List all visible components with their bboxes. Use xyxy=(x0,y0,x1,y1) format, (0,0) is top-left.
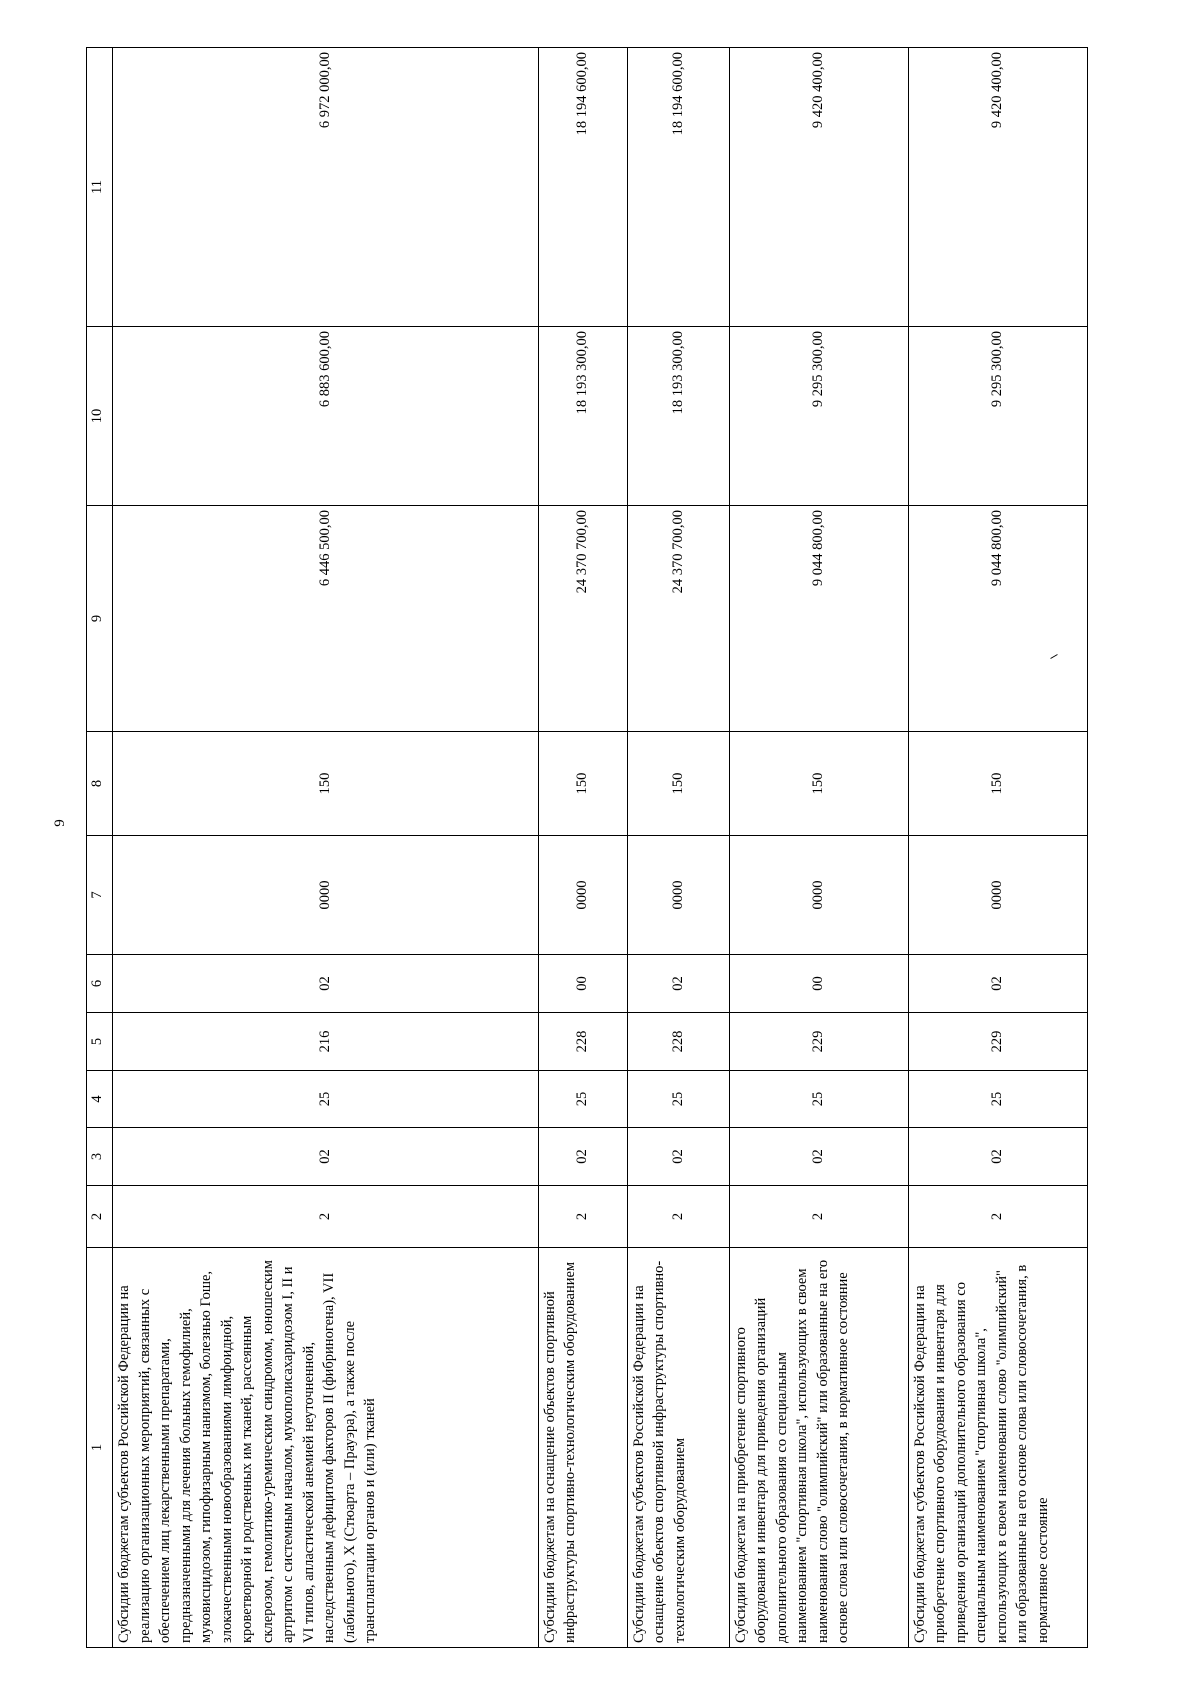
cell-c7: 0000 xyxy=(908,836,1087,955)
cell-c11: 18 194 600,00 xyxy=(627,48,729,327)
header-col-7: 7 xyxy=(87,836,113,955)
header-col-3: 3 xyxy=(87,1128,113,1186)
cell-c4: 25 xyxy=(538,1071,627,1128)
cell-c5: 229 xyxy=(729,1013,908,1071)
row-name: Субсидии бюджетам субъектов Российской Федерации на оснащение объектов спортивной инфраструктуры спортивно-технологическим оборудованием xyxy=(627,1248,729,1648)
cell-c2: 2 xyxy=(538,1186,627,1248)
table-row xyxy=(908,48,1087,1648)
cell-c11: 9 420 400,00 xyxy=(729,48,908,327)
cell-c10: 9 295 300,00 xyxy=(729,327,908,506)
cell-c5: 216 xyxy=(113,1013,539,1071)
header-col-6: 6 xyxy=(87,955,113,1013)
cell-c10: 9 295 300,00 xyxy=(908,327,1087,506)
cell-c11: 9 420 400,00 xyxy=(908,48,1087,327)
cell-c10: 18 193 300,00 xyxy=(627,327,729,506)
cell-c5: 228 xyxy=(627,1013,729,1071)
cell-c3: 02 xyxy=(113,1128,539,1186)
cell-c5: 229 xyxy=(908,1013,1087,1071)
cell-c2: 2 xyxy=(627,1186,729,1248)
row-name: Субсидии бюджетам на приобретение спортивного оборудования и инвентаря для приведения организаций дополнительного образования со специальным наименованием "спортивная школа", использующих в своем наименовании слово "олимпийский" или образованные на его основе слова или словосочетания, в нормативное состояние xyxy=(729,1248,908,1648)
row-name: Субсидии бюджетам субъектов Российской Федерации на приобретение спортивного оборудования и инвентаря для приведения организаций дополнительного образования со специальным наименованием "спортивная школа", использующих в своем наименовании слово "олимпийский" или образованные на его основе слова или словосочетания, в нормативное состояние xyxy=(908,1248,1087,1648)
cell-c7: 0000 xyxy=(113,836,539,955)
cell-c11: 18 194 600,00 xyxy=(538,48,627,327)
cell-c8: 150 xyxy=(627,732,729,836)
cell-c6: 02 xyxy=(908,955,1087,1013)
row-name: Субсидии бюджетам субъектов Российской Федерации на реализацию организационных мероприятий, связанных с обеспечением лиц лекарственными препаратами, предназначенными для лечения больных гемофилией, муковисцидозом, гипофизарным нанизмом, болезнью Гоше, злокачественными новообразованиями лимфоидной, кроветворной и родственных им тканей, рассеянным склерозом, гемолитико-уремическим синдромом, юношеским артритом с системным началом, мукополисахаридозом I, II и VI типов, апластической анемией неуточненной, наследственным дефицитом факторов II (фибриногена), VII (лабильного), X (Стюарта – Прауэра), а также после трансплантации органов и (или) тканей xyxy=(113,1248,539,1648)
page-number: 9 xyxy=(52,819,68,827)
cell-c7: 0000 xyxy=(729,836,908,955)
cell-c2: 2 xyxy=(113,1186,539,1248)
cell-c9: 9 044 800,00 xyxy=(729,506,908,732)
cell-c6: 00 xyxy=(729,955,908,1013)
cell-c3: 02 xyxy=(627,1128,729,1186)
cell-c3: 02 xyxy=(729,1128,908,1186)
cell-c10: 18 193 300,00 xyxy=(538,327,627,506)
cell-c8: 150 xyxy=(113,732,539,836)
cell-c7: 0000 xyxy=(627,836,729,955)
cell-c9: 6 446 500,00 xyxy=(113,506,539,732)
cell-c8: 150 xyxy=(729,732,908,836)
cell-c8: 150 xyxy=(538,732,627,836)
cell-c9: 9 044 800,00 xyxy=(908,506,1087,732)
table-row xyxy=(538,48,627,1648)
cell-c4: 25 xyxy=(113,1071,539,1128)
header-col-10: 10 xyxy=(87,327,113,506)
header-col-8: 8 xyxy=(87,732,113,836)
cell-c4: 25 xyxy=(729,1071,908,1128)
cell-c4: 25 xyxy=(908,1071,1087,1128)
table-row xyxy=(729,48,908,1648)
header-row xyxy=(87,48,113,1648)
cell-c7: 0000 xyxy=(538,836,627,955)
header-col-2: 2 xyxy=(87,1186,113,1248)
cell-c2: 2 xyxy=(908,1186,1087,1248)
cell-c3: 02 xyxy=(538,1128,627,1186)
rotated-table-sheet xyxy=(86,48,1088,1648)
header-col-11: 11 xyxy=(87,48,113,327)
cell-c10: 6 883 600,00 xyxy=(113,327,539,506)
cell-c6: 02 xyxy=(113,955,539,1013)
cell-c11: 6 972 000,00 xyxy=(113,48,539,327)
row-name: Субсидии бюджетам на оснащение объектов спортивной инфраструктуры спортивно-технологическим оборудованием xyxy=(538,1248,627,1648)
cell-c4: 25 xyxy=(627,1071,729,1128)
header-col-9: 9 xyxy=(87,506,113,732)
table-row xyxy=(113,48,539,1648)
cell-c9: 24 370 700,00 xyxy=(538,506,627,732)
cell-c2: 2 xyxy=(729,1186,908,1248)
table-row xyxy=(627,48,729,1648)
header-col-5: 5 xyxy=(87,1013,113,1071)
cell-c5: 228 xyxy=(538,1013,627,1071)
budget-table xyxy=(86,47,1088,1648)
cell-c8: 150 xyxy=(908,732,1087,836)
cell-c6: 02 xyxy=(627,955,729,1013)
cell-c9: 24 370 700,00 xyxy=(627,506,729,732)
header-col-1: 1 xyxy=(87,1248,113,1648)
cell-c3: 02 xyxy=(908,1128,1087,1186)
header-col-4: 4 xyxy=(87,1071,113,1128)
cell-c6: 00 xyxy=(538,955,627,1013)
